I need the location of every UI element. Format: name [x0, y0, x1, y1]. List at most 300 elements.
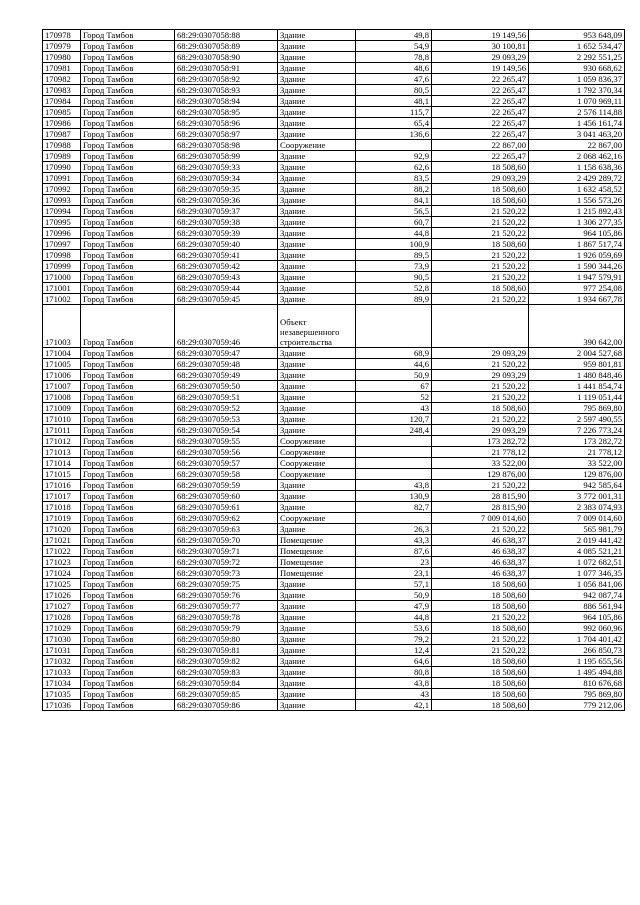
city-cell: Город Тамбов: [81, 195, 175, 206]
specific-value-cell: 21 520,22: [432, 272, 529, 283]
city-cell: Город Тамбов: [81, 513, 175, 524]
cadastral-number-cell: 68:29:0307059:57: [175, 458, 278, 469]
table-row: [43, 667, 625, 678]
table-row: [43, 151, 625, 162]
object-type-cell: Здание: [278, 294, 356, 305]
cadastral-number-cell: 68:29:0307059:78: [175, 612, 278, 623]
specific-value-cell: 18 508,60: [432, 239, 529, 250]
city-cell: Город Тамбов: [81, 85, 175, 96]
specific-value-cell: 22 265,47: [432, 74, 529, 85]
object-type-cell: Помещение: [278, 546, 356, 557]
specific-value-cell: 29 093,29: [432, 370, 529, 381]
specific-value-cell: 33 522,00: [432, 458, 529, 469]
object-type-cell: Сооружение: [278, 469, 356, 480]
cadastral-value-cell: 1 441 854,74: [529, 381, 625, 392]
row-number-cell: 171018: [43, 502, 81, 513]
cadastral-value-cell: 959 801,81: [529, 359, 625, 370]
cadastral-number-cell: 68:29:0307059:75: [175, 579, 278, 590]
cadastral-number-cell: 68:29:0307059:54: [175, 425, 278, 436]
row-number-cell: 170982: [43, 74, 81, 85]
specific-value-cell: 18 508,60: [432, 667, 529, 678]
row-number-cell: 171016: [43, 480, 81, 491]
specific-value-cell: 18 508,60: [432, 590, 529, 601]
specific-value-cell: 22 265,47: [432, 129, 529, 140]
specific-value-cell: 29 093,29: [432, 173, 529, 184]
row-number-cell: 171035: [43, 689, 81, 700]
table-row: [43, 634, 625, 645]
specific-value-cell: 173 282,72: [432, 436, 529, 447]
specific-value-cell: 46 638,37: [432, 568, 529, 579]
specific-value-cell: 129 876,00: [432, 469, 529, 480]
cadastral-value-cell: 2 004 527,68: [529, 348, 625, 359]
city-cell: Город Тамбов: [81, 667, 175, 678]
row-number-cell: 171017: [43, 491, 81, 502]
table-row: [43, 30, 625, 41]
table-row: [43, 283, 625, 294]
area-cell: 43,3: [356, 535, 432, 546]
area-cell: 136,6: [356, 129, 432, 140]
city-cell: Город Тамбов: [81, 645, 175, 656]
cadastral-number-cell: 68:29:0307059:35: [175, 184, 278, 195]
object-type-cell: Здание: [278, 678, 356, 689]
cadastral-number-cell: 68:29:0307058:99: [175, 151, 278, 162]
cadastral-value-cell: 1 456 161,74: [529, 118, 625, 129]
table-row: [43, 469, 625, 480]
specific-value-cell: 46 638,37: [432, 535, 529, 546]
specific-value-cell: 21 520,22: [432, 392, 529, 403]
row-number-cell: 171031: [43, 645, 81, 656]
city-cell: Город Тамбов: [81, 217, 175, 228]
object-type-cell: Здание: [278, 689, 356, 700]
cadastral-value-cell: 1 867 517,74: [529, 239, 625, 250]
specific-value-cell: 21 520,22: [432, 228, 529, 239]
cadastral-number-cell: 68:29:0307059:41: [175, 250, 278, 261]
cadastral-value-table: [42, 29, 625, 711]
cadastral-number-cell: 68:29:0307058:89: [175, 41, 278, 52]
table-row: [43, 645, 625, 656]
cadastral-number-cell: 68:29:0307059:52: [175, 403, 278, 414]
cadastral-value-cell: 942 087,74: [529, 590, 625, 601]
specific-value-cell: 7 009 014,60: [432, 513, 529, 524]
cadastral-number-cell: 68:29:0307058:91: [175, 63, 278, 74]
specific-value-cell: 28 815,90: [432, 502, 529, 513]
table-row: [43, 348, 625, 359]
table-row: [43, 250, 625, 261]
table-row: [43, 162, 625, 173]
cadastral-value-cell: 992 060,96: [529, 623, 625, 634]
area-cell: 65,4: [356, 118, 432, 129]
row-number-cell: 170997: [43, 239, 81, 250]
cadastral-number-cell: 68:29:0307059:76: [175, 590, 278, 601]
cadastral-number-cell: 68:29:0307059:49: [175, 370, 278, 381]
specific-value-cell: 21 520,22: [432, 524, 529, 535]
cadastral-number-cell: 68:29:0307058:96: [175, 118, 278, 129]
object-type-cell: Здание: [278, 228, 356, 239]
city-cell: Город Тамбов: [81, 63, 175, 74]
table-row: [43, 689, 625, 700]
cadastral-number-cell: 68:29:0307058:92: [175, 74, 278, 85]
cadastral-value-cell: 964 105,86: [529, 228, 625, 239]
specific-value-cell: 46 638,37: [432, 557, 529, 568]
cadastral-value-cell: 3 041 463,20: [529, 129, 625, 140]
table-row: [43, 370, 625, 381]
table-row: [43, 414, 625, 425]
cadastral-number-cell: 68:29:0307059:83: [175, 667, 278, 678]
table-row: [43, 107, 625, 118]
specific-value-cell: 19 149,56: [432, 30, 529, 41]
specific-value-cell: 21 778,12: [432, 447, 529, 458]
cadastral-value-cell: 1 590 344,26: [529, 261, 625, 272]
city-cell: Город Тамбов: [81, 250, 175, 261]
specific-value-cell: 21 520,22: [432, 381, 529, 392]
object-type-cell: Здание: [278, 700, 356, 711]
object-type-cell: Здание: [278, 283, 356, 294]
area-cell: [356, 469, 432, 480]
row-number-cell: 171036: [43, 700, 81, 711]
row-number-cell: 170988: [43, 140, 81, 151]
cadastral-number-cell: 68:29:0307059:58: [175, 469, 278, 480]
object-type-cell: Здание: [278, 41, 356, 52]
row-number-cell: 170986: [43, 118, 81, 129]
table-row: [43, 63, 625, 74]
cadastral-number-cell: 68:29:0307059:37: [175, 206, 278, 217]
area-cell: [356, 447, 432, 458]
cadastral-value-cell: 7 009 014,60: [529, 513, 625, 524]
row-number-cell: 171024: [43, 568, 81, 579]
table-row: [43, 206, 625, 217]
city-cell: Город Тамбов: [81, 568, 175, 579]
cadastral-number-cell: 68:29:0307059:34: [175, 173, 278, 184]
city-cell: Город Тамбов: [81, 436, 175, 447]
object-type-cell: Здание: [278, 590, 356, 601]
table-row: [43, 272, 625, 283]
area-cell: 48,1: [356, 96, 432, 107]
area-cell: 23,1: [356, 568, 432, 579]
object-type-cell: Здание: [278, 107, 356, 118]
city-cell: Город Тамбов: [81, 689, 175, 700]
city-cell: Город Тамбов: [81, 590, 175, 601]
cadastral-number-cell: 68:29:0307059:51: [175, 392, 278, 403]
cadastral-value-cell: 2 019 441,42: [529, 535, 625, 546]
row-number-cell: 170995: [43, 217, 81, 228]
specific-value-cell: 22 265,47: [432, 85, 529, 96]
city-cell: Город Тамбов: [81, 469, 175, 480]
cadastral-value-cell: 4 085 521,21: [529, 546, 625, 557]
specific-value-cell: 29 093,29: [432, 425, 529, 436]
area-cell: 78,8: [356, 52, 432, 63]
area-cell: 120,7: [356, 414, 432, 425]
table-row: [43, 480, 625, 491]
row-number-cell: 170992: [43, 184, 81, 195]
area-cell: 90,5: [356, 272, 432, 283]
city-cell: Город Тамбов: [81, 30, 175, 41]
table-row: [43, 535, 625, 546]
city-cell: Город Тамбов: [81, 370, 175, 381]
cadastral-number-cell: 68:29:0307059:70: [175, 535, 278, 546]
area-cell: [356, 458, 432, 469]
area-cell: [356, 305, 432, 348]
cadastral-value-cell: 1 792 370,34: [529, 85, 625, 96]
city-cell: Город Тамбов: [81, 129, 175, 140]
cadastral-number-cell: 68:29:0307058:95: [175, 107, 278, 118]
cadastral-number-cell: 68:29:0307059:43: [175, 272, 278, 283]
cadastral-value-cell: 2 597 490,55: [529, 414, 625, 425]
row-number-cell: 171026: [43, 590, 81, 601]
specific-value-cell: 21 520,22: [432, 206, 529, 217]
cadastral-value-cell: 1 495 494,88: [529, 667, 625, 678]
object-type-cell: Здание: [278, 63, 356, 74]
area-cell: 26,3: [356, 524, 432, 535]
table-row: [43, 118, 625, 129]
row-number-cell: 171015: [43, 469, 81, 480]
cadastral-number-cell: 68:29:0307059:33: [175, 162, 278, 173]
city-cell: Город Тамбов: [81, 162, 175, 173]
row-number-cell: 170984: [43, 96, 81, 107]
row-number-cell: 171005: [43, 359, 81, 370]
specific-value-cell: 21 520,22: [432, 612, 529, 623]
cadastral-number-cell: 68:29:0307059:86: [175, 700, 278, 711]
area-cell: 42,1: [356, 700, 432, 711]
object-type-cell: Помещение: [278, 568, 356, 579]
area-cell: 100,9: [356, 239, 432, 250]
row-number-cell: 171010: [43, 414, 81, 425]
specific-value-cell: 21 520,22: [432, 217, 529, 228]
table-row: [43, 678, 625, 689]
cadastral-value-cell: 1 059 836,37: [529, 74, 625, 85]
row-number-cell: 171003: [43, 305, 81, 348]
cadastral-value-cell: 1 480 848,46: [529, 370, 625, 381]
table-row: [43, 590, 625, 601]
object-type-cell: Сооружение: [278, 436, 356, 447]
area-cell: 50,9: [356, 370, 432, 381]
row-number-cell: 170980: [43, 52, 81, 63]
object-type-cell: Здание: [278, 184, 356, 195]
cadastral-number-cell: 68:29:0307058:94: [175, 96, 278, 107]
row-number-cell: 171034: [43, 678, 81, 689]
object-type-cell: Здание: [278, 217, 356, 228]
area-cell: 83,5: [356, 173, 432, 184]
row-number-cell: 171020: [43, 524, 81, 535]
specific-value-cell: 30 100,81: [432, 41, 529, 52]
table-row: [43, 436, 625, 447]
area-cell: [356, 436, 432, 447]
city-cell: Город Тамбов: [81, 447, 175, 458]
city-cell: Город Тамбов: [81, 41, 175, 52]
area-cell: 79,2: [356, 634, 432, 645]
row-number-cell: 171000: [43, 272, 81, 283]
specific-value-cell: 18 508,60: [432, 403, 529, 414]
specific-value-cell: 18 508,60: [432, 283, 529, 294]
row-number-cell: 171029: [43, 623, 81, 634]
table-row: [43, 129, 625, 140]
row-number-cell: 171008: [43, 392, 81, 403]
object-type-cell: Здание: [278, 261, 356, 272]
row-number-cell: 170996: [43, 228, 81, 239]
cadastral-value-cell: 942 585,64: [529, 480, 625, 491]
table-row: [43, 359, 625, 370]
city-cell: Город Тамбов: [81, 678, 175, 689]
object-type-cell: Здание: [278, 645, 356, 656]
city-cell: Город Тамбов: [81, 151, 175, 162]
table-row: [43, 579, 625, 590]
city-cell: Город Тамбов: [81, 52, 175, 63]
row-number-cell: 170993: [43, 195, 81, 206]
area-cell: 47,6: [356, 74, 432, 85]
city-cell: Город Тамбов: [81, 557, 175, 568]
cadastral-value-cell: 795 869,80: [529, 689, 625, 700]
city-cell: Город Тамбов: [81, 601, 175, 612]
object-type-cell: Здание: [278, 162, 356, 173]
city-cell: Город Тамбов: [81, 184, 175, 195]
table-row: [43, 96, 625, 107]
specific-value-cell: 21 520,22: [432, 250, 529, 261]
table-row: [43, 74, 625, 85]
table-row: [43, 85, 625, 96]
cadastral-number-cell: 68:29:0307058:93: [175, 85, 278, 96]
row-number-cell: 170989: [43, 151, 81, 162]
city-cell: Город Тамбов: [81, 425, 175, 436]
specific-value-cell: 22 265,47: [432, 151, 529, 162]
cadastral-value-cell: 266 850,73: [529, 645, 625, 656]
table-row: [43, 601, 625, 612]
specific-value-cell: 18 508,60: [432, 184, 529, 195]
area-cell: 43,8: [356, 480, 432, 491]
specific-value-cell: 29 093,29: [432, 348, 529, 359]
specific-value-cell: 18 508,60: [432, 689, 529, 700]
object-type-cell: Здание: [278, 272, 356, 283]
cadastral-number-cell: 68:29:0307059:47: [175, 348, 278, 359]
object-type-cell: Здание: [278, 52, 356, 63]
city-cell: Город Тамбов: [81, 623, 175, 634]
area-cell: 64,6: [356, 656, 432, 667]
city-cell: Город Тамбов: [81, 272, 175, 283]
table-body: [43, 30, 625, 711]
cadastral-number-cell: 68:29:0307059:77: [175, 601, 278, 612]
city-cell: Город Тамбов: [81, 140, 175, 151]
cadastral-value-cell: 565 981,79: [529, 524, 625, 535]
cadastral-value-cell: 129 876,00: [529, 469, 625, 480]
cadastral-value-cell: 2 429 289,72: [529, 173, 625, 184]
cadastral-number-cell: 68:29:0307059:84: [175, 678, 278, 689]
object-type-cell: Здание: [278, 370, 356, 381]
area-cell: 248,4: [356, 425, 432, 436]
cadastral-value-cell: 2 292 551,25: [529, 52, 625, 63]
row-number-cell: 171019: [43, 513, 81, 524]
row-number-cell: 171023: [43, 557, 81, 568]
specific-value-cell: 18 508,60: [432, 656, 529, 667]
object-type-cell: Здание: [278, 524, 356, 535]
object-type-cell: Здание: [278, 239, 356, 250]
table-row: [43, 228, 625, 239]
object-type-cell: Здание: [278, 425, 356, 436]
cadastral-number-cell: 68:29:0307059:53: [175, 414, 278, 425]
object-type-cell: Сооружение: [278, 458, 356, 469]
table-row: [43, 568, 625, 579]
cadastral-value-cell: 1 947 579,91: [529, 272, 625, 283]
row-number-cell: 171007: [43, 381, 81, 392]
row-number-cell: 170983: [43, 85, 81, 96]
object-type-cell: Здание: [278, 381, 356, 392]
cadastral-value-cell: 1 195 655,56: [529, 656, 625, 667]
cadastral-value-cell: 1 072 682,51: [529, 557, 625, 568]
cadastral-value-cell: 1 652 534,47: [529, 41, 625, 52]
specific-value-cell: [432, 305, 529, 348]
row-number-cell: 171011: [43, 425, 81, 436]
area-cell: 115,7: [356, 107, 432, 118]
cadastral-number-cell: 68:29:0307059:46: [175, 305, 278, 348]
cadastral-number-cell: 68:29:0307059:72: [175, 557, 278, 568]
row-number-cell: 171033: [43, 667, 81, 678]
cadastral-number-cell: 68:29:0307059:63: [175, 524, 278, 535]
cadastral-value-cell: 390 642,00: [529, 305, 625, 348]
object-type-cell: Здание: [278, 491, 356, 502]
row-number-cell: 171012: [43, 436, 81, 447]
cadastral-number-cell: 68:29:0307059:39: [175, 228, 278, 239]
table-row: [43, 524, 625, 535]
cadastral-number-cell: 68:29:0307059:44: [175, 283, 278, 294]
city-cell: Город Тамбов: [81, 74, 175, 85]
object-type-cell: Здание: [278, 601, 356, 612]
object-type-cell: Здание: [278, 30, 356, 41]
cadastral-number-cell: 68:29:0307058:97: [175, 129, 278, 140]
city-cell: Город Тамбов: [81, 359, 175, 370]
cadastral-value-cell: 173 282,72: [529, 436, 625, 447]
city-cell: Город Тамбов: [81, 392, 175, 403]
city-cell: Город Тамбов: [81, 96, 175, 107]
table-row: [43, 612, 625, 623]
object-type-cell: Помещение: [278, 535, 356, 546]
area-cell: 23: [356, 557, 432, 568]
area-cell: 87,6: [356, 546, 432, 557]
row-number-cell: 171030: [43, 634, 81, 645]
area-cell: 12,4: [356, 645, 432, 656]
specific-value-cell: 21 520,22: [432, 359, 529, 370]
area-cell: 44,6: [356, 359, 432, 370]
table-row: [43, 184, 625, 195]
area-cell: 44,8: [356, 612, 432, 623]
area-cell: [356, 513, 432, 524]
row-number-cell: 171025: [43, 579, 81, 590]
row-number-cell: 170991: [43, 173, 81, 184]
area-cell: 82,7: [356, 502, 432, 513]
object-type-cell: Здание: [278, 579, 356, 590]
area-cell: 73,9: [356, 261, 432, 272]
document-sheet: [42, 29, 624, 711]
city-cell: Город Тамбов: [81, 524, 175, 535]
specific-value-cell: 22 867,00: [432, 140, 529, 151]
object-type-cell: Здание: [278, 74, 356, 85]
table-row: [43, 140, 625, 151]
specific-value-cell: 19 149,56: [432, 63, 529, 74]
row-number-cell: 170999: [43, 261, 81, 272]
cadastral-value-cell: 1 704 401,42: [529, 634, 625, 645]
object-type-cell: Здание: [278, 634, 356, 645]
specific-value-cell: 18 508,60: [432, 601, 529, 612]
area-cell: 57,1: [356, 579, 432, 590]
table-row: [43, 656, 625, 667]
area-cell: 43: [356, 403, 432, 414]
cadastral-number-cell: 68:29:0307059:40: [175, 239, 278, 250]
area-cell: 80,8: [356, 667, 432, 678]
row-number-cell: 170978: [43, 30, 81, 41]
cadastral-value-cell: 2 576 114,88: [529, 107, 625, 118]
area-cell: 67: [356, 381, 432, 392]
row-number-cell: 171013: [43, 447, 81, 458]
city-cell: Город Тамбов: [81, 612, 175, 623]
cadastral-number-cell: 68:29:0307059:59: [175, 480, 278, 491]
area-cell: 62,6: [356, 162, 432, 173]
cadastral-value-cell: 886 561,94: [529, 601, 625, 612]
